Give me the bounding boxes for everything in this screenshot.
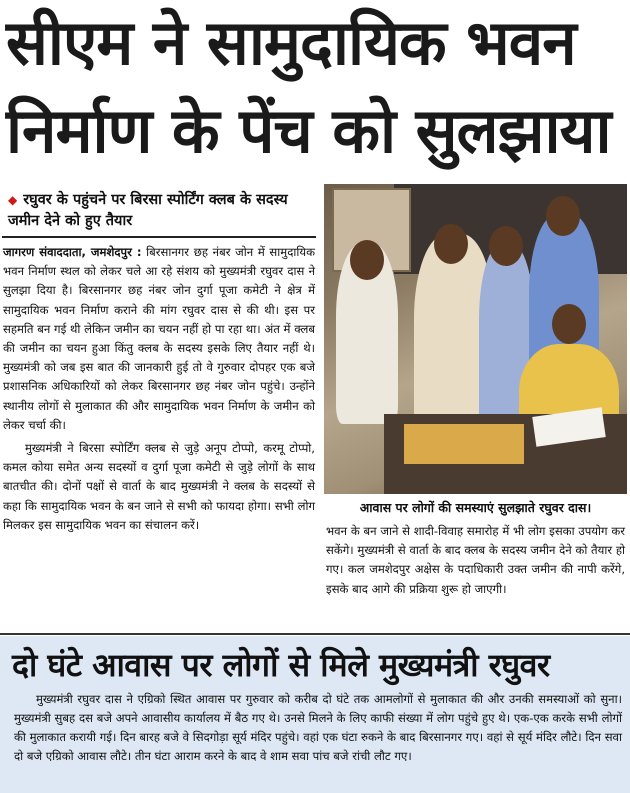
photo-head: [546, 196, 580, 236]
column-divider-rule: [2, 236, 316, 238]
photo-head: [434, 224, 468, 264]
article-column-right: [326, 522, 625, 599]
photo-head: [350, 240, 384, 280]
article-paragraph-3: भवन के बन जाने से शादी-विवाह समारोह में भी लोग इसका उपयोग कर सकेंगे। मुख्यमंत्री से वार्ता के बाद क्लब के सदस्य जमीन देने को तैयार हो गए। कल जमशेदपुर अक्षेस के पदाधिकारी उक्त जमीन की नापी करेंगे, इसके बाद आगे की प्रक्रिया शुरू हो जाएगी।: [326, 524, 625, 596]
sidebar-box-title: दो घंटे आवास पर लोगों से मिले मुख्यमंत्री रघुवर: [12, 646, 550, 684]
photo-head: [489, 226, 523, 266]
headline: [6, 0, 626, 178]
paragraph-1-text: बिरसानगर छह नंबर जोन में सामुदायिक भवन निर्माण स्थल को लेकर चले आ रहे संशय को मुख्यमंत्री रघुवर दास ने सुलझा दिया है। बिरसानगर छह नंबर जोन दुर्गा पूजा कमेटी ने क्षेत्र में सामुदायिक भवन निर्माण कराने की मांग रघुवर दास से की थी। इस पर सहमति बन गई थी लेकिन जमीन का चयन नहीं हो पा रहा था। अंत में क्लब की जमीन का चयन हुआ किंतु क्लब के सदस्य इसके लिए तैयार नहीं थे। मुख्यमंत्री को जब इस बात की जानकारी हुई तो वे गुरुवार दोपहर एक बजे प्रशासनिक अधिकारियों को लेकर बिरसानगर छह नंबर जोन पहुंचे। उन्होंने स्थानीय लोगों से मुलाकात की और सामुदायिक भवन निर्माण के जमीन को लेकर चर्चा की।: [3, 245, 315, 432]
dateline: जागरण संवाददाता, जमशेदपुर :: [3, 245, 142, 259]
article-paragraph-1: [3, 243, 315, 435]
kicker: [8, 190, 313, 232]
photo-caption: आवास पर लोगों की समस्याएं सुलझाते रघुवर दास।: [359, 500, 592, 515]
sidebar-box-text: मुख्यमंत्री रघुवर दास ने एग्रिको स्थित आवास पर गुरुवार को करीब दो घंटे तक आमलोगों से मुलाकात की और उनकी समस्याओं को सुना। मुख्यमंत्री सुबह दस बजे अपने आवासीय कार्यालय में बैठ गए थे। उनसे मिलने के लिए काफी संख्या में लोग पहुंचे हुए थे। एक-एक करके सभी लोगों की मुलाकात करायी गई। दिन बारह बजे वे सिदगोड़ा सूर्य मंदिर पहुंचे। वहां एक घंटा रुकने के बाद बिरसानगर गए। वहां से सूर्य मंदिर लौटे। दिन सवा दो बजे एग्रिको आवास लौटे। तीन घंटा आराम करने के बाद वे शाम सवा पांच बजे रांची लौट गए।: [14, 692, 622, 763]
news-photo: [324, 184, 627, 494]
photo-head: [552, 304, 586, 344]
kicker-text: रघुवर के पहुंचने पर बिरसा स्पोर्टिंग क्लब के सदस्य जमीन देने को हुए तैयार: [8, 192, 288, 229]
article-column-left: [3, 243, 315, 535]
headline-line-1: सीएम ने सामुदायिक भवन: [6, 6, 576, 79]
photo-books: [404, 424, 524, 464]
article-paragraph-2: मुख्यमंत्री ने बिरसा स्पोर्टिंग क्लब से जुड़े अनूप टोप्पो, करमू टोप्पो, कमल कोया समेत अन्य सदस्यों व दुर्गा पूजा कमेटी से जुड़े लोगों के साथ बातचीत की। दोनों पक्षों से वार्ता के बाद मुख्यमंत्री ने क्लब के सदस्यों से कहा कि सामुदायिक भवन के बन जाने से सभी को फायदा होगा। सभी लोग मिलकर इस सामुदायिक भवन का संचालन करें।: [3, 441, 315, 532]
diamond-bullet-icon: ◆: [8, 193, 18, 207]
headline-line-2: निर्माण के पेंच को सुलझाया: [6, 94, 611, 167]
section-divider-rule: [0, 633, 630, 635]
